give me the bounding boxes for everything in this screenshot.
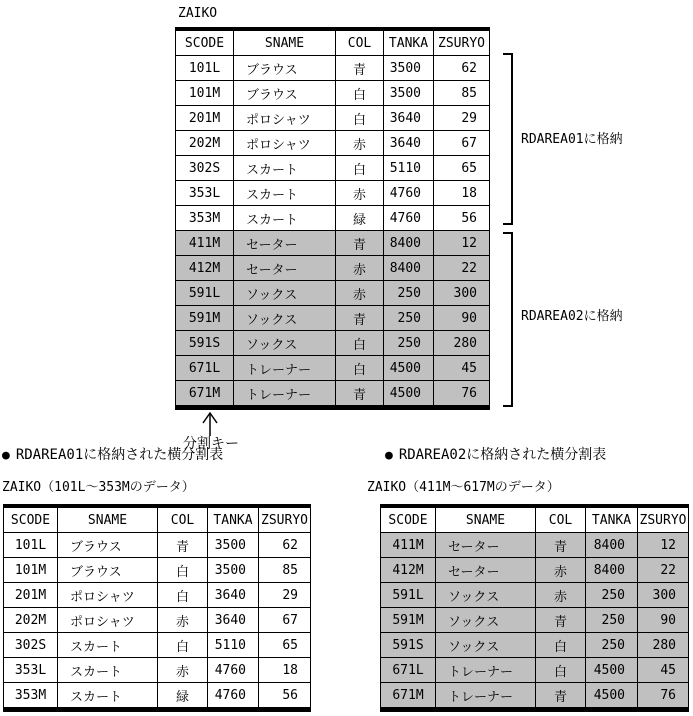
- table-cell: 90: [638, 608, 689, 633]
- column-header: COL: [158, 506, 208, 533]
- table-cell: 250: [586, 583, 638, 608]
- table-cell: 12: [434, 231, 490, 256]
- table-cell: 671M: [176, 381, 234, 408]
- table-cell: 白: [158, 558, 208, 583]
- table-cell: 青: [336, 381, 384, 408]
- table-cell: 250: [384, 331, 434, 356]
- zaiko-rdarea01-table: [3, 504, 311, 712]
- section-heading-text: RDAREA02に格納された横分割表: [398, 447, 607, 463]
- table-cell: 8400: [586, 558, 638, 583]
- table-cell: 5110: [384, 156, 434, 181]
- table-cell: 白: [336, 156, 384, 181]
- table-cell: ポロシャツ: [234, 106, 336, 131]
- table-cell: 202M: [4, 608, 58, 633]
- table-row: [4, 658, 311, 683]
- table-cell: 赤: [158, 658, 208, 683]
- table-row: [381, 608, 689, 633]
- main-table-title: ZAIKO: [178, 6, 218, 21]
- table-cell: ソックス: [234, 306, 336, 331]
- table-cell: 411M: [381, 533, 436, 558]
- column-header: TANKA: [384, 29, 434, 56]
- column-header: TANKA: [208, 506, 259, 533]
- table-cell: 緑: [158, 683, 208, 710]
- left-table-subtitle: ZAIKO（101L～353Mのデータ）: [2, 480, 195, 495]
- table-cell: 300: [434, 281, 490, 306]
- table-cell: セーター: [436, 558, 536, 583]
- table-cell: 3500: [208, 533, 259, 558]
- table-cell: 202M: [176, 131, 234, 156]
- table-cell: 青: [336, 231, 384, 256]
- table-cell: 591L: [381, 583, 436, 608]
- table-cell: 赤: [336, 131, 384, 156]
- zaiko-rdarea02-table: [380, 504, 689, 712]
- table-cell: 4760: [208, 683, 259, 710]
- column-header: ZSURYO: [259, 506, 311, 533]
- header-row: [4, 506, 311, 533]
- partition-key-label: 分割キー: [183, 436, 239, 452]
- table-row: [4, 633, 311, 658]
- table-cell: 671L: [176, 356, 234, 381]
- table-cell: 67: [434, 131, 490, 156]
- table-cell: 671M: [381, 683, 436, 710]
- table-row: [381, 633, 689, 658]
- table-cell: 85: [434, 81, 490, 106]
- table-cell: トレーナー: [234, 381, 336, 408]
- table-cell: 591M: [381, 608, 436, 633]
- table-cell: 29: [259, 583, 311, 608]
- table-row: [176, 281, 490, 306]
- table-cell: 赤: [336, 181, 384, 206]
- table-cell: 591S: [381, 633, 436, 658]
- table-cell: 4500: [384, 381, 434, 408]
- table-cell: 250: [586, 608, 638, 633]
- table-cell: 250: [384, 306, 434, 331]
- rdarea01-storage-label: RDAREA01に格納: [521, 132, 623, 147]
- table-cell: 300: [638, 583, 689, 608]
- table-row: [176, 381, 490, 408]
- table-cell: 青: [536, 533, 586, 558]
- table-cell: 18: [434, 181, 490, 206]
- header-row: [381, 506, 689, 533]
- table-cell: 白: [536, 658, 586, 683]
- table-cell: 4760: [208, 658, 259, 683]
- table-row: [176, 106, 490, 131]
- table-cell: 591L: [176, 281, 234, 306]
- section-heading-rdarea02: [385, 448, 606, 463]
- table-row: [176, 231, 490, 256]
- table-cell: 76: [434, 381, 490, 408]
- table-cell: 3640: [208, 608, 259, 633]
- table-cell: 65: [434, 156, 490, 181]
- table-cell: 白: [336, 81, 384, 106]
- table-cell: 101M: [4, 558, 58, 583]
- table-cell: 280: [638, 633, 689, 658]
- column-header: SNAME: [436, 506, 536, 533]
- table-cell: 412M: [176, 256, 234, 281]
- column-header: SNAME: [234, 29, 336, 56]
- table-cell: 5110: [208, 633, 259, 658]
- table-cell: スカート: [58, 658, 158, 683]
- table-row: [4, 558, 311, 583]
- table-cell: 3640: [384, 106, 434, 131]
- table-cell: 4500: [384, 356, 434, 381]
- table-cell: 白: [336, 356, 384, 381]
- table-row: [381, 533, 689, 558]
- table-row: [381, 683, 689, 710]
- table-cell: ブラウス: [234, 81, 336, 106]
- table-cell: 250: [586, 633, 638, 658]
- table-cell: スカート: [234, 181, 336, 206]
- table-cell: 101L: [176, 56, 234, 81]
- table-cell: 56: [259, 683, 311, 710]
- table-cell: ブラウス: [58, 533, 158, 558]
- table-cell: 280: [434, 331, 490, 356]
- column-header: ZSURYO: [434, 29, 490, 56]
- partition-key-arrow: [198, 410, 222, 436]
- table-cell: トレーナー: [436, 683, 536, 710]
- column-header: SCODE: [381, 506, 436, 533]
- table-row: [381, 583, 689, 608]
- table-cell: 青: [336, 306, 384, 331]
- table-cell: ポロシャツ: [234, 131, 336, 156]
- table-cell: 赤: [336, 281, 384, 306]
- table-cell: スカート: [58, 633, 158, 658]
- table-row: [176, 306, 490, 331]
- table-cell: スカート: [58, 683, 158, 710]
- table-cell: セーター: [234, 256, 336, 281]
- table-cell: 85: [259, 558, 311, 583]
- table-cell: ポロシャツ: [58, 583, 158, 608]
- table-cell: 12: [638, 533, 689, 558]
- table-cell: 250: [384, 281, 434, 306]
- table-cell: 4760: [384, 206, 434, 231]
- table-cell: 591S: [176, 331, 234, 356]
- bracket-rdarea02: [503, 232, 513, 407]
- bracket-rdarea01: [503, 53, 513, 225]
- table-row: [4, 583, 311, 608]
- table-cell: 赤: [536, 558, 586, 583]
- table-cell: 3500: [384, 81, 434, 106]
- table-cell: 302S: [4, 633, 58, 658]
- table-cell: 412M: [381, 558, 436, 583]
- table-cell: 65: [259, 633, 311, 658]
- table-cell: 101M: [176, 81, 234, 106]
- table-cell: ブラウス: [234, 56, 336, 81]
- table-row: [176, 206, 490, 231]
- table-cell: ソックス: [436, 608, 536, 633]
- table-cell: 4760: [384, 181, 434, 206]
- table-cell: 3640: [208, 583, 259, 608]
- table-cell: 62: [434, 56, 490, 81]
- table-cell: ポロシャツ: [58, 608, 158, 633]
- table-row: [176, 256, 490, 281]
- table-cell: 353L: [176, 181, 234, 206]
- section-heading-rdarea01: [2, 448, 223, 463]
- table-cell: 67: [259, 608, 311, 633]
- table-cell: 緑: [336, 206, 384, 231]
- table-cell: 白: [336, 106, 384, 131]
- table-cell: 62: [259, 533, 311, 558]
- table-cell: 4500: [586, 658, 638, 683]
- table-cell: ソックス: [234, 331, 336, 356]
- table-cell: 赤: [336, 256, 384, 281]
- table-cell: スカート: [234, 156, 336, 181]
- table-cell: 白: [158, 583, 208, 608]
- table-cell: 3640: [384, 131, 434, 156]
- table-row: [176, 156, 490, 181]
- table-cell: 101L: [4, 533, 58, 558]
- table-row: [381, 658, 689, 683]
- column-header: COL: [536, 506, 586, 533]
- table-row: [4, 533, 311, 558]
- table-cell: 22: [434, 256, 490, 281]
- column-header: SNAME: [58, 506, 158, 533]
- section-heading-text: RDAREA01に格納された横分割表: [15, 447, 224, 463]
- table-cell: トレーナー: [234, 356, 336, 381]
- table-cell: 8400: [384, 231, 434, 256]
- table-cell: ブラウス: [58, 558, 158, 583]
- table-cell: 76: [638, 683, 689, 710]
- table-row: [176, 56, 490, 81]
- table-cell: 671L: [381, 658, 436, 683]
- bullet-icon: ●: [2, 448, 10, 463]
- table-cell: 22: [638, 558, 689, 583]
- table-cell: 45: [434, 356, 490, 381]
- table-cell: 青: [536, 683, 586, 710]
- table-cell: 302S: [176, 156, 234, 181]
- column-header: TANKA: [586, 506, 638, 533]
- table-row: [176, 181, 490, 206]
- table-cell: 29: [434, 106, 490, 131]
- table-cell: 青: [158, 533, 208, 558]
- table-cell: スカート: [234, 206, 336, 231]
- table-cell: 353L: [4, 658, 58, 683]
- table-cell: 赤: [536, 583, 586, 608]
- table-cell: 353M: [176, 206, 234, 231]
- table-cell: 353M: [4, 683, 58, 710]
- table-cell: 3500: [384, 56, 434, 81]
- table-cell: セーター: [234, 231, 336, 256]
- column-header: SCODE: [4, 506, 58, 533]
- table-cell: 8400: [586, 533, 638, 558]
- table-row: [176, 131, 490, 156]
- table-cell: 201M: [176, 106, 234, 131]
- table-cell: 青: [536, 608, 586, 633]
- table-row: [4, 608, 311, 633]
- table-cell: ソックス: [436, 583, 536, 608]
- table-cell: セーター: [436, 533, 536, 558]
- table-cell: 90: [434, 306, 490, 331]
- table-row: [4, 683, 311, 710]
- table-cell: 411M: [176, 231, 234, 256]
- column-header: ZSURYO: [638, 506, 689, 533]
- table-cell: 8400: [384, 256, 434, 281]
- table-cell: 白: [336, 331, 384, 356]
- table-cell: 白: [158, 633, 208, 658]
- table-cell: 201M: [4, 583, 58, 608]
- table-cell: 赤: [158, 608, 208, 633]
- table-cell: 56: [434, 206, 490, 231]
- table-cell: トレーナー: [436, 658, 536, 683]
- table-row: [176, 356, 490, 381]
- table-cell: 4500: [586, 683, 638, 710]
- right-table-subtitle: ZAIKO（411M～617Mのデータ）: [367, 480, 560, 495]
- table-row: [176, 81, 490, 106]
- table-cell: 45: [638, 658, 689, 683]
- table-cell: 白: [536, 633, 586, 658]
- table-cell: ソックス: [436, 633, 536, 658]
- bullet-icon: ●: [385, 448, 393, 463]
- column-header: SCODE: [176, 29, 234, 56]
- zaiko-main-table: [175, 27, 490, 410]
- table-cell: 3500: [208, 558, 259, 583]
- header-row: [176, 29, 490, 56]
- column-header: COL: [336, 29, 384, 56]
- table-row: [381, 558, 689, 583]
- rdarea02-storage-label: RDAREA02に格納: [521, 309, 623, 324]
- table-cell: 18: [259, 658, 311, 683]
- table-cell: 591M: [176, 306, 234, 331]
- table-cell: 青: [336, 56, 384, 81]
- table-row: [176, 331, 490, 356]
- table-cell: ソックス: [234, 281, 336, 306]
